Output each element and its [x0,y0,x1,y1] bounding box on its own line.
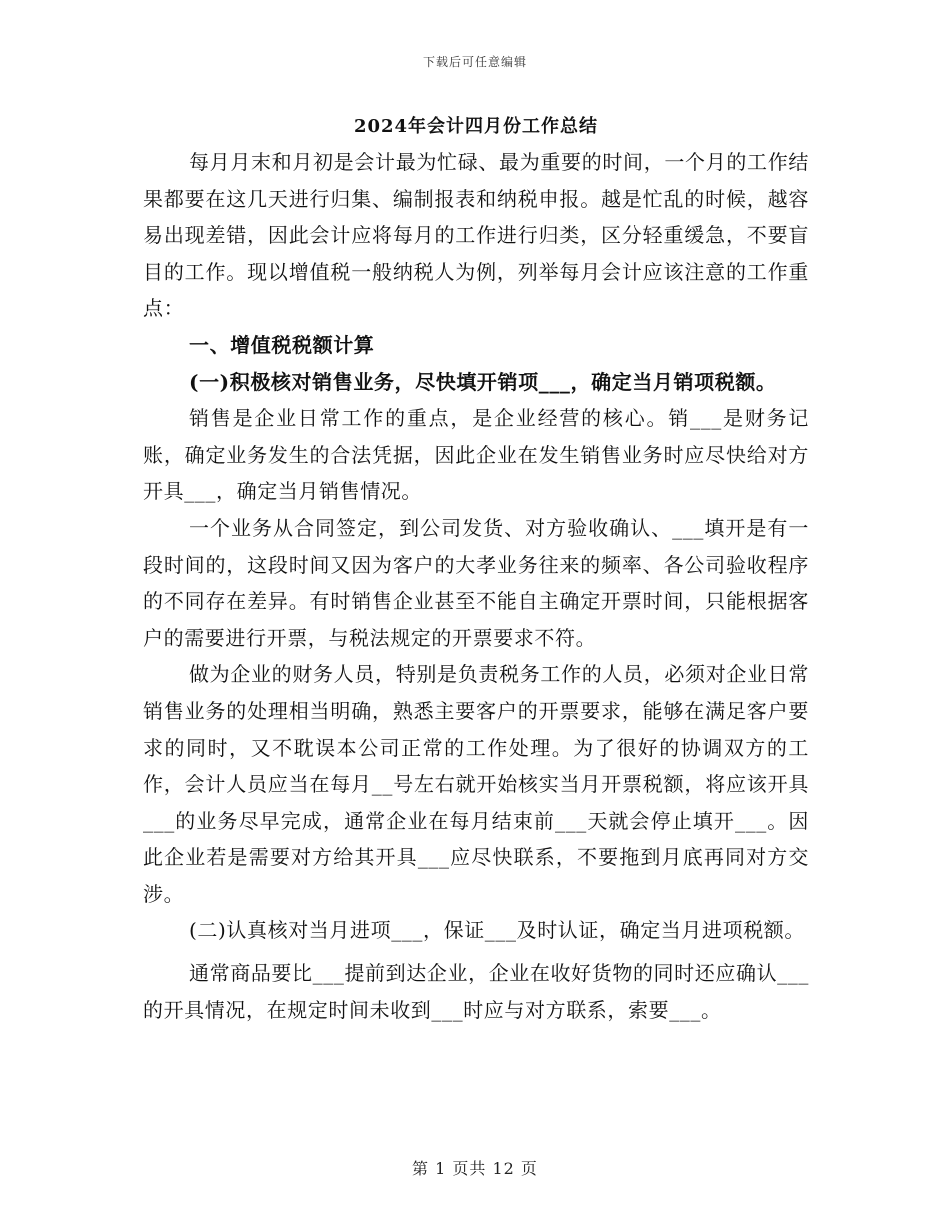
paragraph-sales-core: 销售是企业日常工作的重点，是企业经营的核心。销___是财务记账，确定业务发生的合法凭据，因此企业在发生销售业务时应尽快给对方开具___，确定当月销售情况。 [143,406,809,504]
subsection-heading-sales: (一)积极核对销售业务，尽快填开销项___，确定当月销项税额。 [189,369,777,394]
section-heading-vat: 一、增值税税额计算 [189,332,375,357]
paragraph-contract-process: 一个业务从合同签定，到公司发货、对方验收确认、___填开是有一段时间的，这段时间又因为客户的大孝业务往来的频率、各公司验收程序的不同存在差异。有时销售企业甚至不能自主确定开票时间，只能根据客户的需要进行开票，与税法规定的开票要求不符。 [143,515,809,650]
paragraph-intro: 每月月末和月初是会计最为忙碌、最为重要的时间，一个月的工作结果都要在这几天进行归集、编制报表和纳税申报。越是忙乱的时候，越容易出现差错，因此会计应将每月的工作进行归类，区分轻重缓急，不要盲目的工作。现以增值税一般纳税人为例，列举每月会计应该注意的工作重点： [143,150,809,321]
paragraph-goods-arrival: 通常商品要比___提前到达企业，企业在收好货物的同时还应确认___的开具情况，在规定时间未收到___时应与对方联系，索要___。 [143,961,809,1022]
header-note: 下载后可任意编辑 [422,55,527,69]
paragraph-finance-staff: 做为企业的财务人员，特别是负责税务工作的人员，必须对企业日常销售业务的处理相当明确，熟悉主要客户的开票要求，能够在满足客户要求的同时，又不耽误本公司正常的工作处理。为了很好的协调双方的工作，会计人员应当在每月__号左右就开始核实当月开票税额，将应该开具___的业务尽早完成，通常企业在每月结束前___天就会停止填开___。因此企业若是需要对方给其开具___应尽快联系，不要拖到月底再同对方交涉。 [143,662,809,906]
document-body [143,112,809,1028]
subsection-heading-input: (二)认真核对当月进项___，保证___及时认证，确定当月进项税额。 [189,918,806,943]
document-title: 2024年会计四月份工作总结 [353,116,599,137]
page-number: 第 1 页共 12 页 [412,1159,538,1178]
